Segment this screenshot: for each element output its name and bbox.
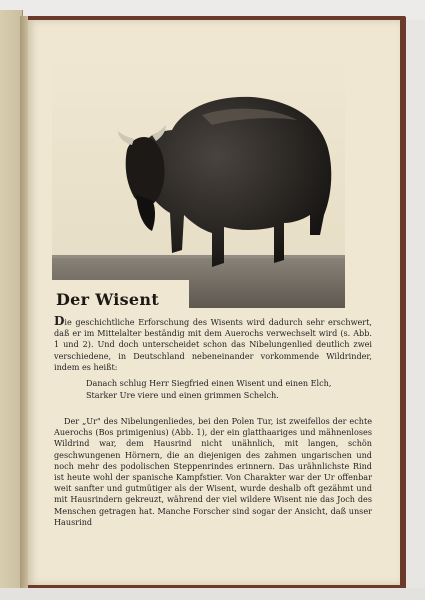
verse-line-1: Danach schlug Herr Siegfried einen Wisent und einen Elch,	[86, 378, 332, 388]
wisent-photo	[52, 55, 345, 308]
book-spine	[20, 16, 28, 588]
page-title: Der Wisent	[56, 290, 160, 309]
paragraph-2: Der „Ur" des Nibelungenliedes, bei den Polen Tur, ist zweifellos der echte Auerochs (Bos primigenius) (Abb. 1), der ein glatthaariges und mähnenloses Wildrind war, dem Hausrind nicht unähnlich, mit langen, schön geschwungenen Hörnern, die an diejenigen des zahmen ungarischen und noch mehr des podolischen Steppenrindes erinnern. Das urähnlichste Rind ist heute wohl der spanische Kampfstier. Von Charakter war der Ur offenbar weit sanfter und gutmütiger als der Wisent, wurde deshalb oft gezähmt und mit Hausrindern gekreuzt, während der viel wildere Wisent nie das Joch des Menschen getragen hat. Manche Forscher sind sogar der Ansicht, daß unser Hausrind	[54, 416, 372, 527]
paragraph-1	[54, 316, 372, 373]
verse-line-2: Starker Ure viere und einen grimmen Schelch.	[86, 390, 279, 400]
drop-cap: D	[54, 314, 65, 328]
book-page	[28, 20, 400, 585]
paragraph-1-text: ie geschichtliche Erforschung des Wisents wird dadurch sehr erschwert, daß er im Mittelalter beständig mit dem Auerochs verwechselt wird (s. Abb. 1 und 2). Und doch unterscheidet schon das Nibelungenlied deutlich zwei verschiedene, in Deutschland nebeneinander vorkommende Wildrinder, indem es heißt:	[54, 317, 372, 372]
background-bottom	[0, 588, 425, 600]
